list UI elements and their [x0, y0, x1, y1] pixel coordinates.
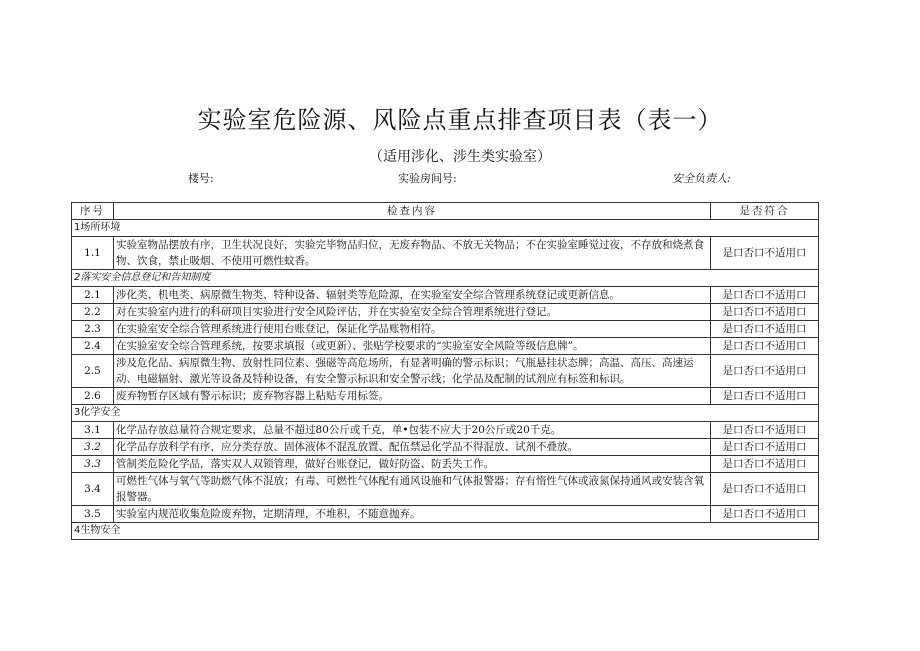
- table-row: [72, 237, 819, 270]
- section-label: 4生物安全: [72, 523, 819, 540]
- item-number: 2.1: [72, 287, 114, 304]
- section-row: [72, 220, 819, 237]
- compliance-options[interactable]: 是口否口不适用口: [711, 287, 819, 304]
- building-number-label: 楼号:: [188, 172, 214, 185]
- table-row: [72, 506, 819, 523]
- compliance-options[interactable]: 是口否口不适用口: [711, 338, 819, 355]
- item-number: 3.2: [72, 439, 114, 456]
- table-row: [72, 388, 819, 405]
- compliance-options[interactable]: 是口否口不适用口: [711, 439, 819, 456]
- checklist-table: [71, 202, 819, 540]
- table-row: [72, 287, 819, 304]
- table-header-row: [72, 203, 819, 220]
- item-content: 实验室内规范收集危险废弃物，定期清理，不堆积，不随意抛弃。: [114, 506, 711, 523]
- compliance-options[interactable]: 是口否口不适用口: [711, 506, 819, 523]
- item-number: 2.5: [72, 355, 114, 388]
- item-content: 在实验室安全综合管理系统进行使用台账登记，保证化学品账物相符。: [114, 321, 711, 338]
- item-content: 在实验室安全综合管理系统，按要求填报（或更新）、张贴学校要求的“实验室安全风险等级信息牌”。: [114, 338, 711, 355]
- table-row: [72, 304, 819, 321]
- item-content: 化学品存放科学有序，应分类存放、固体液体不混乱放置、配伍禁忌化学品不得混放、试剂不叠放。: [114, 439, 711, 456]
- item-number: 2.2: [72, 304, 114, 321]
- item-number: 1.1: [72, 237, 114, 270]
- item-content: 涉化类、机电类、病原微生物类、特种设备、辐射类等危险源，在实验室安全综合管理系统登记或更新信息。: [114, 287, 711, 304]
- compliance-options[interactable]: 是口否口不适用口: [711, 237, 819, 270]
- safety-officer-label: 安全负责人:: [672, 172, 731, 185]
- table-row: [72, 338, 819, 355]
- item-number: 3.1: [72, 422, 114, 439]
- table-row: [72, 473, 819, 506]
- item-number: 3.5: [72, 506, 114, 523]
- item-number: 2.6: [72, 388, 114, 405]
- item-content: 管制类危险化学品，落实双人双锁管理，做好台账登记，做好防盗、防丢失工作。: [114, 456, 711, 473]
- section-label: 2落实安全信息登记和告知制度: [72, 270, 819, 287]
- table-row: [72, 321, 819, 338]
- table-row: [72, 439, 819, 456]
- item-number: 3.4: [72, 473, 114, 506]
- table-row: [72, 422, 819, 439]
- document-subtitle: （适用涉化、涉生类实验室）: [369, 149, 551, 165]
- section-row: [72, 405, 819, 422]
- item-number: 2.3: [72, 321, 114, 338]
- compliance-options[interactable]: 是口否口不适用口: [711, 321, 819, 338]
- item-number: 2.4: [72, 338, 114, 355]
- table-row: [72, 355, 819, 388]
- item-content: 废弃物暂存区域有警示标识；废弃物容器上粘贴专用标签。: [114, 388, 711, 405]
- section-row: [72, 270, 819, 287]
- section-row: [72, 523, 819, 540]
- section-label: 1场所环境: [72, 220, 819, 237]
- room-number-label: 实验房间号:: [398, 172, 457, 185]
- item-content: 化学品存放总量符合规定要求，总量不超过80公斤或千克，单•包装不应大于20公斤或20千克。: [114, 422, 711, 439]
- document-title: 实验室危险源、风险点重点排查项目表（表一）: [197, 106, 723, 134]
- compliance-options[interactable]: 是口否口不适用口: [711, 304, 819, 321]
- section-label: 3化学安全: [72, 405, 819, 422]
- item-content: 可燃性气体与氧气等助燃气体不混放；有毒、可燃性气体配有通风设施和气体报警器；存有惰性气体或液氮保持通风或安装含氧报警器。: [114, 473, 711, 506]
- compliance-options[interactable]: 是口否口不适用口: [711, 388, 819, 405]
- item-content: 涉及危化品、病原微生物、放射性同位素、强磁等高危场所，有显著明确的警示标识；气瓶悬挂状态牌；高温、高压、高速运动、电磁辐射、激光等设备及特种设备，有安全警示标识和安全警示线；化学品及配制的试剂应有标签和标识。: [114, 355, 711, 388]
- header-content: 检查内容: [114, 203, 711, 220]
- compliance-options[interactable]: 是口否口不适用口: [711, 422, 819, 439]
- header-compliance: 是否符合: [711, 203, 819, 220]
- item-content: 实验室物品摆放有序，卫生状况良好，实验完毕物品归位，无废弃物品、不放无关物品；不在实验室睡觉过夜，不存放和烧煮食物、饮食，禁止吸烟、不使用可燃性蚊香。: [114, 237, 711, 270]
- header-number: 序号: [72, 203, 114, 220]
- table-row: [72, 456, 819, 473]
- compliance-options[interactable]: 是口否口不适用口: [711, 355, 819, 388]
- compliance-options[interactable]: 是口否口不适用口: [711, 456, 819, 473]
- compliance-options[interactable]: 是口否口不适用口: [711, 473, 819, 506]
- item-content: 对在实验室内进行的科研项目实验进行安全风险评估，并在实验室安全综合管理系统进行登记。: [114, 304, 711, 321]
- item-number: 3.3: [72, 456, 114, 473]
